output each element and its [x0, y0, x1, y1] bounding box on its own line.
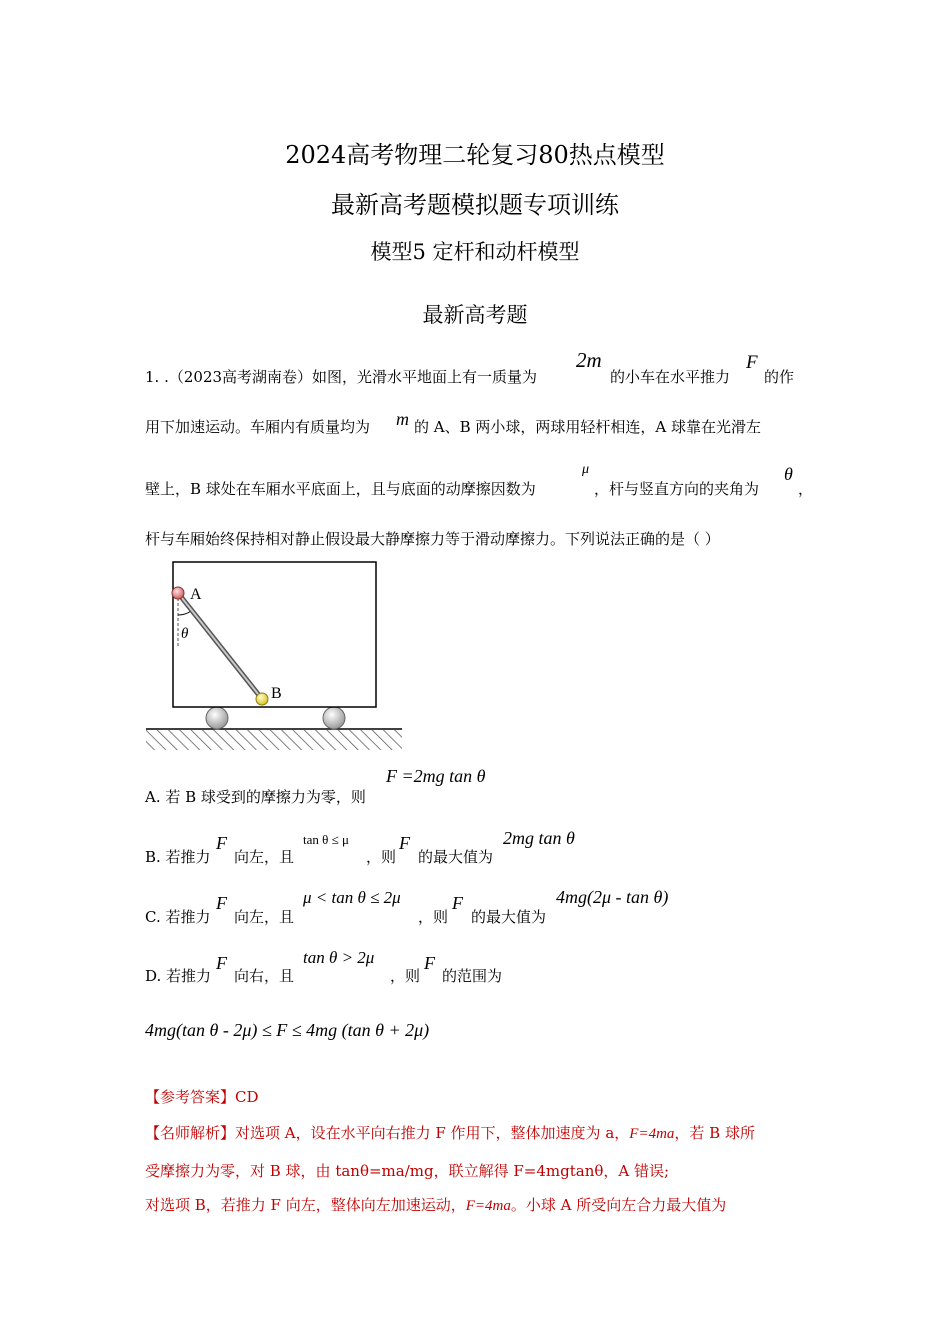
option-c-value: 4mg(2μ - tan θ): [556, 887, 669, 907]
label-a: A: [190, 586, 202, 603]
analysis-label: 【名师解析】: [145, 1124, 236, 1142]
ball-b: [256, 693, 268, 705]
question-number: 1. .: [145, 368, 169, 386]
ball-a: [172, 587, 184, 599]
cart-diagram: [140, 555, 410, 755]
analysis-line3: 对选项 B，若推力 F 向左，整体向左加速运动，F=4ma。小球 A 所受向左合力最大值为: [145, 1196, 727, 1214]
wheel-right: [323, 707, 345, 729]
symbol-2m: 2m: [576, 348, 602, 372]
label-b: B: [271, 685, 282, 702]
question-line2: 用下加速运动。车厢内有质量均为: [145, 418, 371, 436]
option-d: D. 若推力: [145, 967, 212, 985]
answer-label: 【参考答案】CD: [145, 1088, 259, 1106]
ground-hatch: [146, 730, 402, 750]
title-line2: 最新高考题模拟题专项训练: [331, 191, 619, 219]
symbol-m: m: [396, 409, 409, 429]
question-line1: 1. .（2023高考湖南卷）如图，光滑水平地面上有一质量为: [145, 368, 538, 386]
analysis-line1: 【名师解析】对选项 A，设在水平向右推力 F 作用下，整体加速度为 a，F=4ma，若 B 球所: [145, 1124, 755, 1142]
question-line3: 壁上，B 球处在车厢水平底面上，且与底面的动摩擦因数为: [145, 480, 536, 498]
option-d-condition: tan θ > 2μ: [303, 948, 375, 967]
symbol-F: F: [746, 352, 758, 373]
title-line1: 2024高考物理二轮复习80热点模型: [285, 141, 665, 169]
section-heading: 最新高考题: [422, 303, 528, 327]
label-theta: θ: [181, 626, 189, 642]
question-line4: 杆与车厢始终保持相对静止假设最大静摩擦力等于滑动摩擦力。下列说法正确的是（ ）: [145, 530, 720, 548]
option-a: A. 若 B 球受到的摩擦力为零，则: [145, 788, 366, 806]
option-a-math: F =2mg tan θ: [386, 766, 486, 786]
symbol-mu: μ: [582, 462, 590, 477]
option-b: B. 若推力: [145, 848, 211, 866]
symbol-theta: θ: [784, 464, 793, 484]
wheel-left: [206, 707, 228, 729]
option-c-condition: μ < tan θ ≤ 2μ: [303, 888, 401, 907]
option-d-value: 4mg(tan θ - 2μ) ≤ F ≤ 4mg (tan θ + 2μ): [145, 1020, 430, 1040]
analysis-line2: 受摩擦力为零，对 B 球，由 tanθ=ma/mg，联立解得 F=4mgtanθ，A 错误;: [145, 1162, 670, 1180]
option-b-condition: tan θ ≤ μ: [303, 832, 349, 847]
option-b-value: 2mg tan θ: [503, 828, 575, 848]
title-line3: 模型5 定杆和动杆模型: [370, 240, 580, 264]
option-c: C. 若推力: [145, 908, 211, 926]
